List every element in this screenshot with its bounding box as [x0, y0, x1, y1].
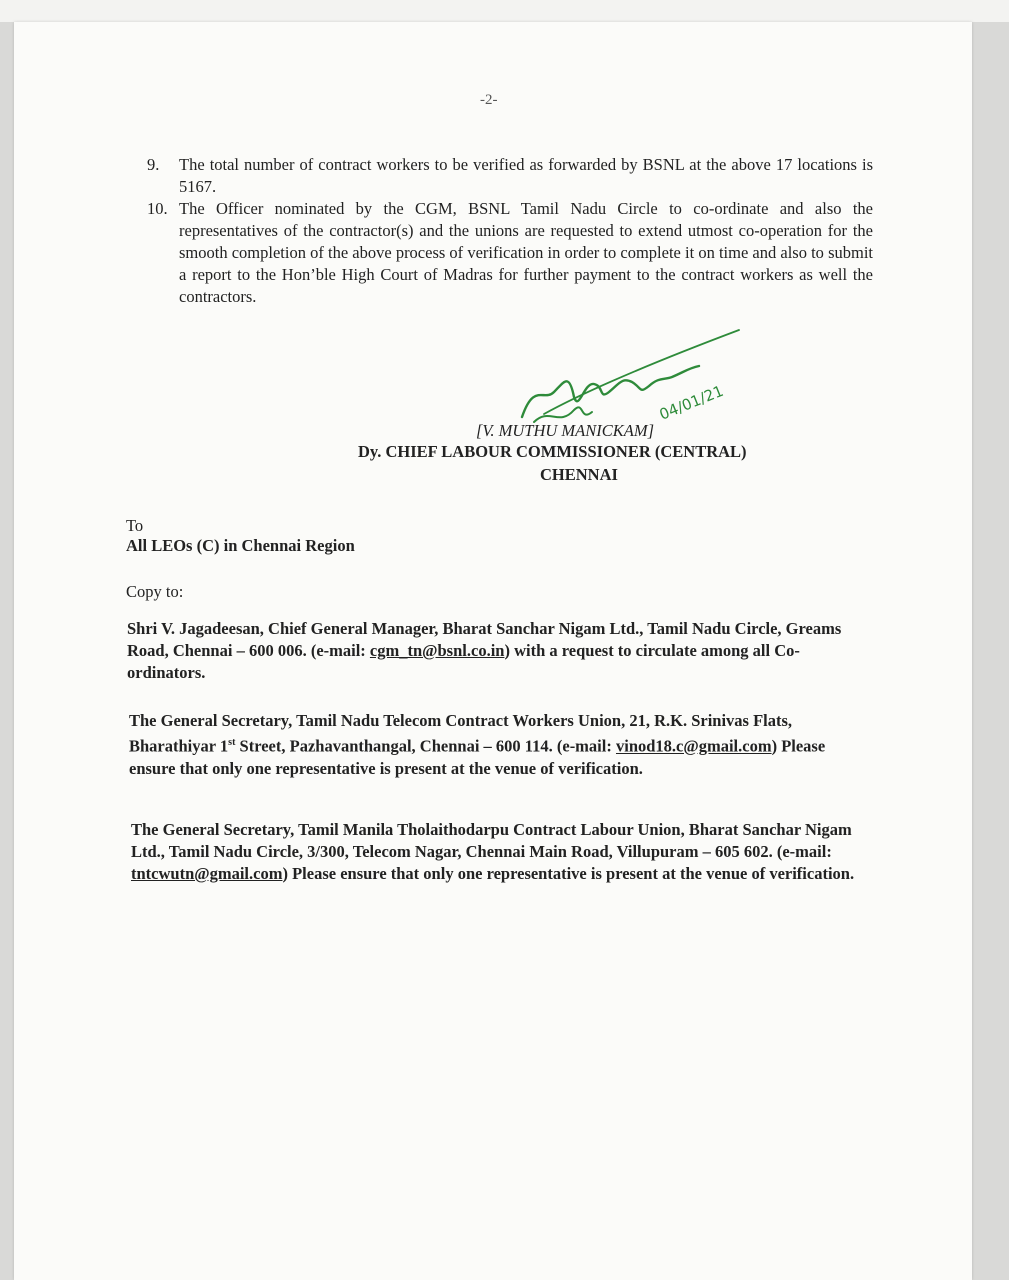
signatory-designation: Dy. CHIEF LABOUR COMMISSIONER (CENTRAL) — [358, 442, 747, 461]
copy-text: Shri V. Jagadeesan, Chief General Manager, Bharat Sanchar Nigam Ltd., Tamil Nadu Circle, Greams Road, Chennai – 600 006. (e-mail: — [127, 619, 842, 660]
copy-to-label: Copy to: — [126, 582, 184, 601]
copy-text: ) Please ensure that only one representative is present at the venue of verification. — [129, 736, 826, 778]
scan-edge — [0, 0, 1009, 22]
list-item — [147, 198, 873, 308]
email-link[interactable]: vinod18.c@gmail.com — [615, 736, 772, 756]
handwritten-signature — [514, 322, 744, 432]
page-number: -2- — [480, 92, 498, 108]
recipient: All LEOs (C) in Chennai Region — [126, 536, 355, 555]
email-link[interactable]: tntcwutn@gmail.com — [131, 864, 283, 883]
point-text: The total number of contract workers to be verified as forwarded by BSNL at the above 17 locations is 5167. — [179, 155, 873, 196]
copy-entry — [129, 710, 855, 780]
signature-date: 04/01/21 — [656, 381, 726, 424]
numbered-points — [147, 154, 873, 308]
copy-text: The General Secretary, Tamil Nadu Telecom Contract Workers Union, 21, R.K. Srinivas Flats, Bharathiyar 1 — [129, 711, 793, 756]
point-number: 9. — [147, 155, 160, 174]
copy-entry — [131, 819, 857, 885]
point-text: The Officer nominated by the CGM, BSNL Tamil Nadu Circle to co-ordinate and also the representatives of the contractor(s) and the unions are requested to extend utmost co-operation for the smooth completion of the above process of verification in order to complete it on time and also to submit a report to the Hon’ble High Court of Madras for further payment to the contract workers as well the contractors. — [179, 199, 873, 306]
to-label: To — [126, 516, 144, 535]
list-item — [147, 154, 873, 198]
signatory-name: [V. MUTHU MANICKAM] — [476, 421, 654, 440]
signatory-city: CHENNAI — [540, 465, 618, 484]
copy-text: Street, Pazhavanthangal, Chennai – 600 114. (e-mail: — [235, 736, 616, 756]
document-page — [14, 22, 972, 1280]
signature-loop — [534, 407, 592, 422]
point-number: 10. — [147, 199, 168, 218]
ordinal-suffix: st — [228, 737, 236, 748]
copy-text: The General Secretary, Tamil Manila Tholaithodarpu Contract Labour Union, Bharat Sanchar Nigam Ltd., Tamil Nadu Circle, 3/300, Telecom Nagar, Chennai Main Road, Villupuram – 605 602. (e-mail: — [131, 820, 852, 861]
copy-text: ) with a request to circulate among all Co-ordinators. — [127, 641, 800, 682]
copy-entry — [127, 618, 853, 684]
email-link[interactable]: cgm_tn@bsnl.co.in — [369, 641, 505, 660]
copy-text: ) Please ensure that only one representative is present at the venue of verification. — [282, 864, 855, 883]
